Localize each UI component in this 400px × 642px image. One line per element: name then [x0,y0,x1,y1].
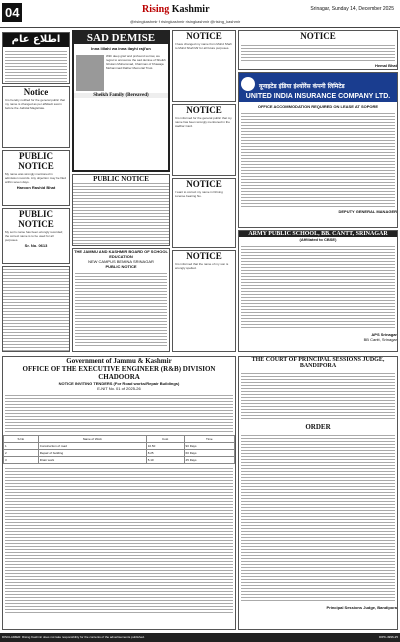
sad-demise-title: SAD DEMISE [74,32,168,44]
insurance-header [239,73,397,102]
th-work: Name of Work [38,436,146,443]
sad-demise-body: With deep grief and profound sorrow, we regret to announce the sad demise of Sheikh Ghulam Mohammad, Chairman of Khawaja Mohammad Rather Memorial Trust. [106,54,166,70]
cell: 3 [4,457,39,464]
public-notice-2 [2,208,70,264]
govt-enit: E-NIT No. 01 of 2025-26 [97,386,141,391]
page-number: 04 [2,3,22,22]
govt-body [5,393,233,433]
cell: Repair of building [38,450,146,457]
notice-top-right-signer: Hemal Bhat [374,63,397,68]
insurance-signer: DEPUTY GENERAL MANAGER [338,209,397,214]
public-notice-2-title: PUBLIC NOTICE [18,209,54,229]
sad-demise-signer: Sheikh Family (Bereaved) [74,93,168,98]
notice-right-1-title: NOTICE [186,31,222,41]
notice-right-2 [172,104,236,176]
cell: 8.25 [146,450,184,457]
army-school-signer: APS Srinagar [371,332,397,337]
cell: 1 [4,443,39,450]
school-board-body [75,271,167,347]
notice-top-right-title: NOTICE [300,31,336,41]
notice-right-2-title: NOTICE [186,105,222,115]
school-board-subtitle: NEW CAMPUS BEMINA SRINAGAR [88,259,154,264]
court-title: THE COURT OF PRINCIPAL SESSIONS JUDGE, BANDIPORA [251,357,385,369]
govt-subtitle: NOTICE INVITING TENDERS (For Road works/Repair Buildings) [58,381,180,386]
court-signer: Principal Sessions Judge, Bandipora [326,605,397,610]
masthead-kashmir: Kashmir [171,4,210,15]
tender-table-header [4,436,235,443]
sad-demise-subtitle: Inna lillahi wa inna ilayhi raji'un [91,46,151,51]
insurance-section: OFFICE ACCOMMODATION REQUIRED ON LEASE AT SOPORE [257,104,379,109]
notice-right-4-body: It is informed that the name of my son is wrongly spelled. [175,262,229,270]
notice-right-2-body: It is informed for the general public that my name has been wrongly mentioned in the Aadhar Card. [175,116,232,128]
insurance-body [241,111,395,207]
govt-office: OFFICE OF THE EXECUTIVE ENGINEER (R&B) DIVISION CHADOORA [22,365,216,381]
cell: 5.10 [146,457,184,464]
court-order [238,356,398,630]
public-notice-1-body: My name was wrongly mentioned in admission records. Any objection may be filed within seven days. [5,172,66,184]
school-board-label: PUBLIC NOTICE [105,264,137,269]
insurance-ad [238,72,398,228]
insurance-logo-icon [241,77,255,91]
public-notice-1 [2,150,70,206]
army-school-address: BB Cantt, Srinagar [363,337,397,342]
table-row [4,443,235,450]
notice-1-body: It is hereby notified for the general public that my name is changed as per affidavit sworn before the Judicial Magistrate. [5,98,65,110]
page-header [0,0,400,28]
army-school-body [241,244,395,330]
cell: 2 [4,450,39,457]
th-cost: Cost [146,436,184,443]
govt-terms [5,466,233,614]
center-notice-title: PUBLIC NOTICE [73,175,169,183]
cell: 10.50 [146,443,184,450]
masthead [142,4,210,15]
notice-top-right [238,30,398,70]
cell: Drain work [38,457,146,464]
notice-top-right-body [241,43,395,61]
notice-1 [2,86,70,148]
notice-right-3 [172,178,236,248]
army-school-title: ARMY PUBLIC SCHOOL, BB. CANTT, SRINAGAR [239,231,397,237]
cell: 45 Days [184,457,234,464]
masthead-rising: Rising [142,4,170,15]
army-school-subtitle: (Affiliated to CBSE) [299,237,337,242]
govt-tender [2,356,236,630]
cell: 90 Days [184,443,234,450]
urdu-body [5,49,67,83]
school-board-notice [72,248,170,352]
govt-title: Government of Jammu & Kashmir [66,357,172,365]
public-notice-1-signer: Haroon Rashid Bhat [16,185,56,190]
notice-right-3-body: I want to correct my name in Driving License bearing No. [175,190,223,198]
th-time: Time [184,436,234,443]
social-links[interactable]: @risingkashmir f risingkashmir risingkashmir @rising_kashmir [130,19,241,24]
center-notice-text [72,174,170,246]
urdu-notice [2,32,70,84]
cell: 60 Days [184,450,234,457]
sad-demise-ad [72,30,170,172]
issue-date: Srinagar, Sunday 14, December 2025 [310,6,394,12]
insurance-title: UNITED INDIA INSURANCE COMPANY LTD. [245,93,391,100]
footer-disclaimer [0,633,400,642]
insurance-title-hindi: यूनाइटेड इंडिया इंश्योरेंस कंपनी लिमिटेड [259,83,345,90]
notice-right-4-title: NOTICE [186,251,222,261]
table-row [4,457,235,464]
court-order-body [241,433,395,603]
urdu-ad-2 [2,266,70,352]
public-notice-2-signer: Sr. No. 0613 [24,243,48,248]
public-notice-1-title: PUBLIC NOTICE [18,151,54,171]
notice-right-1 [172,30,236,102]
notice-1-title: Notice [23,87,49,97]
th-sno: S.No [4,436,39,443]
disclaimer-text: DISCLAIMER: Rising Kashmir does not take responsibility for the contents of the advertisements published. [2,635,145,639]
tender-table [3,435,235,464]
public-notice-2-body: My son's name has been wrongly recorded; the correct name is to be used for all purposes. [5,230,63,242]
army-school-ad [238,230,398,352]
school-board-title: THE JAMMU AND KASHMIR BOARD OF SCHOOL EDUCATION [74,249,168,259]
ad-ref: DIPK-4996-25 [378,635,398,639]
court-order-label: ORDER [305,423,331,431]
portrait-photo [76,55,104,91]
notice-right-4 [172,250,236,352]
urdu-title: اطلاع عام [3,33,69,47]
table-row [4,450,235,457]
notice-right-3-title: NOTICE [186,179,222,189]
notice-right-1-body: I have changed my name from Mohd Shafi to Mohd Shafi Mir for all future purposes. [175,42,232,50]
court-case-info [241,371,395,421]
cell: Construction of road [38,443,146,450]
